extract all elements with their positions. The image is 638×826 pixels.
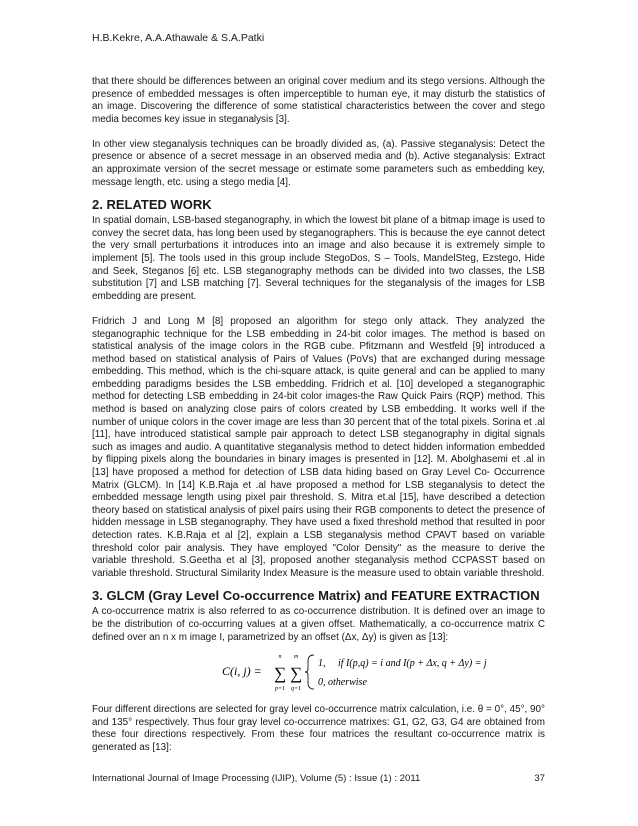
section-3-paragraph-2: Four different directions are selected for gray level co-occurrence matrix calculation, i.e. θ = 0°, 45°, 90° and 135° respectively. Thus four gray level co-occurrence matrixes: G1, G2, G3, G4 are obtained from these four directions respectively. From these four matrices the resultant co-occurrence matrix is generated as [13]: [92, 704, 545, 753]
page-footer [92, 773, 545, 784]
formula-sum-inner-top: m [293, 654, 299, 661]
section-2-heading: 2. RELATED WORK [92, 197, 212, 213]
body-content [92, 76, 545, 755]
formula-sum-inner: ∑ [289, 664, 303, 684]
cooccurrence-formula [222, 650, 522, 694]
running-head-authors: H.B.Kekre, A.A.Athawale & S.A.Patki [92, 32, 265, 44]
section-2-paragraph-2: Fridrich J and Long M [8] proposed an algorithm for stego only attack. They analyzed the steganographic technique for the LSB embedding in 24-bit color images. The method is based on statistical analysis of the image colors in the RGB cube. Pfitzmann and Westfeld [9] introduced a method based on statistical analysis of Pairs of Values (PoVs) that are exchanged during message embedding. This method, which is the chi-square attack, is quite general and can be applied to many embedding paradigms besides the LSB embedding. Fridrich et al. [10] developed a steganographic method for detecting LSB embedding in 24-bit color images-the Raw Quick Pairs (RQP) method. This method is based on analyzing close pairs of colors created by LSB embedding. It works well if the number of unique colors in the cover image are less than 30 percent that of the total pixels. Sorina et .al [11], have introduced statistical sample pair approach to detect LSB steganography in digital signals such as images and audio. A quantitative steganalysis method to detect hidden information embedded by flipping pixels along the boundaries in binary images is presented in [12]. M. Abolghasemi et .al in [13] have proposed a method for detection of LSB data hiding based on Gray Level Co- Occurrence Matrix (GLCM). In [14] K.B.Raja et .al have proposed a method for LSB steganalysis to detect the embedded message length using pixel pair threshold. S. Mitra et.al [15], have described a detection theory based on statistical analysis of pixel pairs using their RGB components to detect the presence of hidden message in LSB steganography. They have used a fixed threshold method that resulted in poor detection rates. K.B.Raja et al [2], explain a LSB steganalysis method CPAVT based on variable threshold color pair analysis. They have employed "Color Density" as the measure to derive the variable threshold. S.Geetha et al [3], proposed another steganalysis method CCPASST based on variable threshold. Structural Similarity Index Measure is the measure used to obtain variable threshold. [92, 315, 545, 579]
formula-case-1-condition: if I(p,q) = i and I(p + Δx, q + Δy) = j [338, 658, 487, 670]
section-2-paragraph-1: In spatial domain, LSB-based steganography, in which the lowest bit plane of a bitmap image is used to convey the secret data, has long been used by steganographers. This is because the eye cannot detect the very small perturbations it introduces into an image and also because it is extremely simple to implement [5]. The tools used in this group include StegoDos, S – Tools, MandelSteg, Ezstego, Hide and Seek, Steganos [6] etc. LSB steganography methods can be divided into two classes, the LSB substitution [7] and LSB matching [7]. Several techniques for the steganalysis of the images for LSB embedding are present. [92, 215, 545, 302]
section-3-heading: 3. GLCM (Gray Level Co-occurrence Matrix) and FEATURE EXTRACTION [92, 588, 540, 604]
formula-case-1-value: 1, [318, 658, 326, 670]
formula-brace [305, 655, 314, 689]
formula-case-2: 0, otherwise [318, 677, 367, 689]
intro-paragraph-1: that there should be differences between an original cover medium and its stego versions. Although the presence of embedded messages is often imperceptible to human eye, it may disturb the statistics of an image. Discovering the difference of some statistical characteristics between the cover and stego media becomes key issue in steganalysis [3]. [92, 76, 545, 125]
formula-lhs: C(i, j) = [222, 664, 262, 679]
formula-sum-inner-bottom: q=1 [290, 686, 302, 693]
intro-paragraph-2: In other view steganalysis techniques can be broadly divided as, (a). Passive steganalysis: Detect the presence or absence of a secret message in an observed media and (b). Active steganalysis: Extract an approximate version of the secret message or estimate some parameters such as embedding key, message length, etc. using a stego media [4]. [92, 138, 545, 188]
footer-page-number: 37 [534, 773, 545, 784]
footer-journal: International Journal of Image Processing (IJIP), Volume (5) : Issue (1) : 2011 [92, 773, 421, 784]
formula-sum-outer: ∑ [273, 664, 287, 684]
section-3-paragraph-1: A co-occurrence matrix is also referred to as co-occurrence distribution. It is defined over an image to be the distribution of co-occurring values at a given offset. Mathematically, a co-occurrence matrix C defined over an n x m image I, parametrized by an offset (Δx, Δy) is given as [13]: [92, 606, 545, 643]
formula-sum-outer-top: n [278, 654, 282, 661]
formula-sum-outer-bottom: p=1 [274, 686, 286, 693]
